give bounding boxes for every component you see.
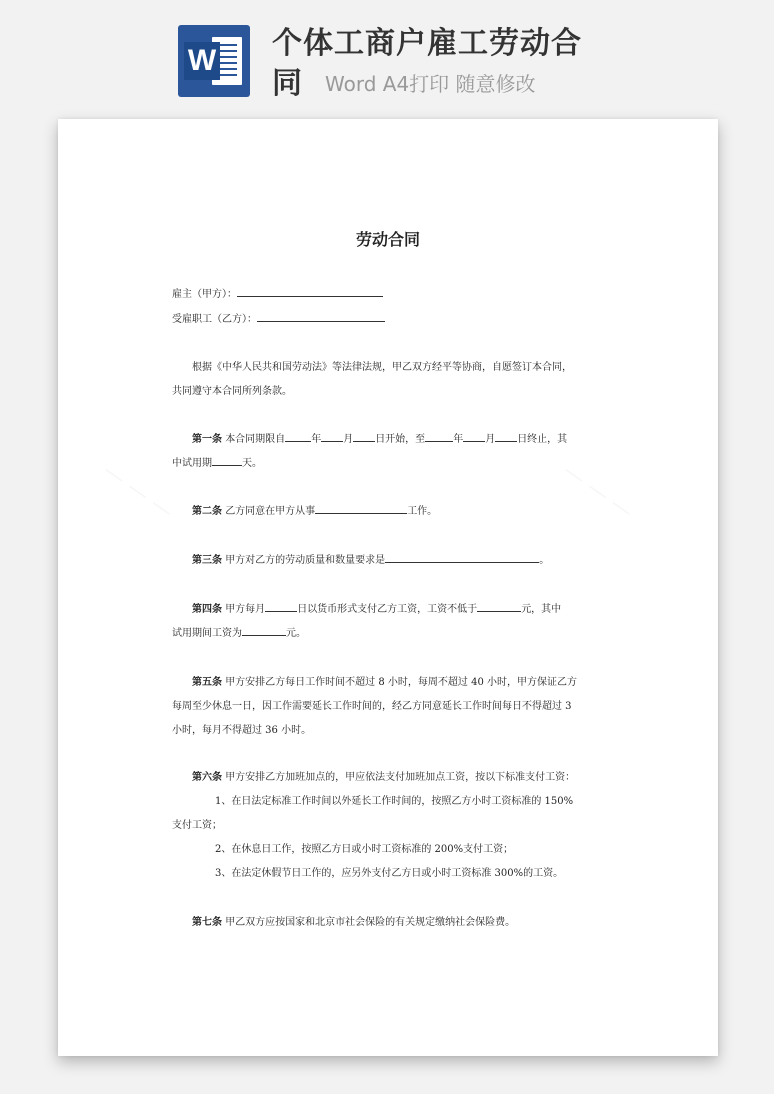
word-document-icon (178, 25, 250, 97)
min-wage-blank[interactable] (477, 598, 521, 612)
article-1-heading: 第一条 (192, 434, 222, 445)
probation-wage-blank[interactable] (242, 622, 286, 636)
header (0, 0, 774, 118)
article-6-heading: 第六条 (192, 772, 222, 783)
article-6-item-1: 1、在日法定标准工作时间以外延长工作时间的，按照乙方小时工资标准的 150% (215, 796, 574, 807)
page-title: 个体工商户雇工劳动合同 (272, 26, 582, 101)
word-letter-badge: W (184, 42, 220, 80)
job-blank[interactable] (315, 500, 407, 514)
preamble-line-1: 根据《中华人民共和国劳动法》等法律法规，甲乙双方经平等协商，自愿签订本合同， (192, 362, 572, 373)
pay-day-blank[interactable] (265, 598, 297, 612)
end-day-blank[interactable] (495, 428, 517, 442)
article-2-heading: 第二条 (192, 506, 222, 517)
article-2-line: 第二条 乙方同意在甲方从事 工作。 (192, 500, 604, 524)
article-1-line-2: 中试用期 天。 (172, 452, 604, 476)
watermark (98, 458, 178, 524)
article-7-heading: 第七条 (192, 917, 222, 928)
employee-blank[interactable] (257, 308, 385, 322)
end-year-blank[interactable] (425, 428, 453, 442)
article-6-item-1-cont: 支付工资； (172, 820, 222, 831)
end-month-blank[interactable] (463, 428, 485, 442)
start-year-blank[interactable] (285, 428, 311, 442)
article-6-item-2: 2、在休息日工作，按照乙方日或小时工资标准的 200%支付工资； (215, 844, 514, 855)
probation-days-blank[interactable] (212, 452, 242, 466)
article-5-line-3: 小时，每月不得超过 36 小时。 (172, 725, 312, 736)
document-title: 劳动合同 (355, 230, 420, 249)
start-month-blank[interactable] (321, 428, 343, 442)
article-4-line-2: 试用期间工资为 元。 (172, 622, 604, 646)
article-5-line-1: 第五条 甲方安排乙方每日工作时间不超过 8 小时，每周不超过 40 小时，甲方保证乙方 (192, 677, 577, 688)
employee-label: 受雇职工（乙方）： (172, 314, 257, 325)
article-1-line-1: 第一条 本合同期限自 年 月 日开始，至 年 月 日终止，其 (192, 428, 604, 452)
employee-line (172, 308, 604, 332)
requirements-blank[interactable] (385, 549, 539, 563)
article-6-line-1: 第六条 甲方安排乙方加班加点的，甲应依法支付加班加点工资，按以下标准支付工资： (192, 772, 576, 783)
article-3-line: 第三条 甲方对乙方的劳动质量和数量要求是 。 (192, 549, 604, 573)
article-3-heading: 第三条 (192, 555, 222, 566)
article-7-line: 第七条 甲乙双方应按国家和北京市社会保险的有关规定缴纳社会保险费。 (192, 917, 516, 928)
employer-line (172, 283, 604, 307)
employer-label: 雇主（甲方）： (172, 289, 237, 300)
page-subtitle: Word A4打印 随意修改 (325, 72, 536, 96)
article-4-line-1: 第四条 甲方每月 日以货币形式支付乙方工资，工资不低于 元，其中 (192, 598, 604, 622)
article-6-item-3: 3、在法定休假节日工作的，应另外支付乙方日或小时工资标准 300%的工资。 (215, 868, 564, 879)
document-page (58, 119, 718, 1056)
start-day-blank[interactable] (353, 428, 375, 442)
article-5-heading: 第五条 (192, 677, 222, 688)
article-5-line-2: 每周至少休息一日，因工作需要延长工作时间的，经乙方同意延长工作时间每日不得超过 3 (172, 701, 572, 712)
article-4-heading: 第四条 (192, 604, 222, 615)
preamble-line-2: 共同遵守本合同所列条款。 (172, 386, 292, 397)
employer-blank[interactable] (237, 283, 383, 297)
